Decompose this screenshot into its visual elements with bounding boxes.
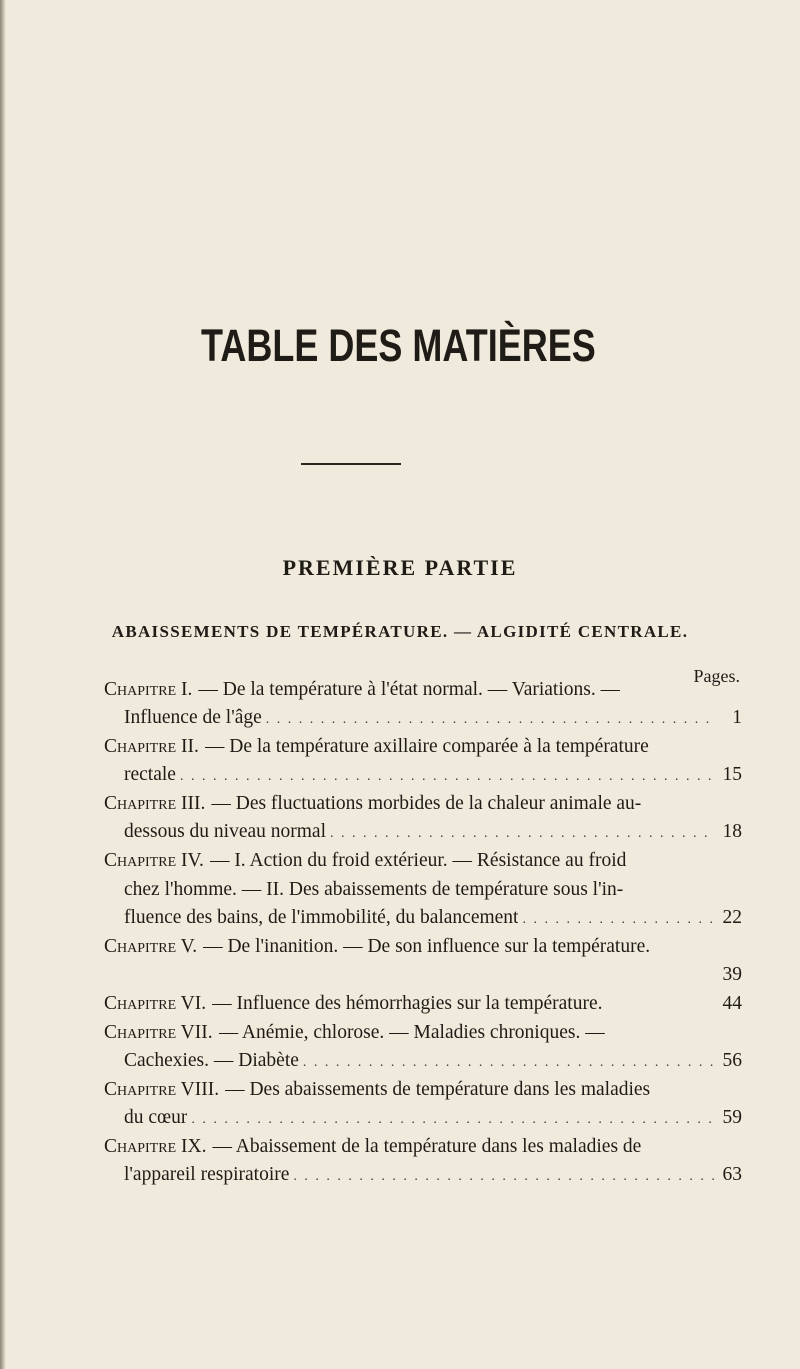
toc-entry-chapter-8-cont[interactable] bbox=[124, 1105, 742, 1133]
toc-entry-chapter-2-cont[interactable] bbox=[124, 762, 742, 790]
chapter-title-line: rectale bbox=[124, 764, 176, 785]
dot-leader bbox=[330, 819, 716, 847]
page-number: 44 bbox=[722, 993, 742, 1014]
toc-entry-chapter-8[interactable] bbox=[104, 1077, 742, 1103]
chapter-label: Chapitre VII. bbox=[104, 1022, 213, 1043]
chapter-label: Chapitre IV. bbox=[104, 850, 204, 871]
chapter-label: Chapitre II. bbox=[104, 736, 199, 757]
dot-leader bbox=[191, 1105, 716, 1133]
dot-leader bbox=[293, 1162, 716, 1190]
chapter-label: Chapitre VIII. bbox=[104, 1079, 220, 1100]
dot-leader bbox=[266, 705, 716, 733]
chapter-title-line: Influence de l'âge bbox=[124, 707, 262, 728]
toc-entry-chapter-6[interactable] bbox=[104, 991, 742, 1019]
toc-entry-chapter-4[interactable] bbox=[104, 848, 742, 874]
chapter-label: Chapitre III. bbox=[104, 793, 206, 814]
dot-leader bbox=[303, 1048, 716, 1076]
chapter-title-line: l'appareil respiratoire bbox=[124, 1164, 290, 1185]
toc-entry-chapter-1[interactable] bbox=[104, 677, 742, 703]
chapter-label: Chapitre VI. bbox=[104, 993, 207, 1014]
chapter-title-line: — Influence des hémorrhagies sur la température. bbox=[212, 993, 603, 1014]
toc-entry-chapter-3-cont[interactable] bbox=[124, 819, 742, 847]
chapter-title-line: du cœur bbox=[124, 1107, 188, 1128]
toc-entry-chapter-4-cont-2[interactable] bbox=[124, 905, 742, 933]
toc-entry-chapter-2[interactable] bbox=[104, 734, 742, 760]
page-number: 63 bbox=[722, 1164, 742, 1185]
chapter-title-line: — Abaissement de la température dans les maladies de bbox=[212, 1136, 642, 1157]
chapter-title-line: — De l'inanition. — De son influence sur la température. bbox=[203, 936, 651, 957]
toc-entry-chapter-4-cont[interactable] bbox=[124, 877, 742, 903]
pages-column-label: Pages. bbox=[693, 666, 740, 686]
chapter-title-line: — Des abaissements de température dans les maladies bbox=[225, 1079, 651, 1100]
toc-entry-chapter-9[interactable] bbox=[104, 1134, 742, 1160]
dot-leader bbox=[522, 905, 716, 933]
page-number: 56 bbox=[722, 1050, 742, 1071]
chapter-title-line: — Anémie, chlorose. — Maladies chroniques. — bbox=[218, 1022, 605, 1043]
toc-entry-chapter-3[interactable] bbox=[104, 791, 742, 817]
chapter-label: Chapitre V. bbox=[104, 936, 198, 957]
toc-entry-chapter-9-cont[interactable] bbox=[124, 1162, 742, 1190]
page-number: 1 bbox=[732, 707, 742, 728]
toc-entry-chapter-7[interactable] bbox=[104, 1020, 742, 1046]
chapter-title-line: — I. Action du froid extérieur. — Résistance au froid bbox=[209, 850, 627, 871]
chapter-label: Chapitre IX. bbox=[104, 1136, 207, 1157]
toc-entry-chapter-5-page[interactable] bbox=[104, 962, 742, 988]
page-number: 39 bbox=[722, 964, 742, 985]
part-subtitle: ABAISSEMENTS DE TEMPÉRATURE. — ALGIDITÉ CENTRALE. bbox=[111, 622, 689, 641]
page-title: TABLE DES MATIÈRES bbox=[201, 320, 596, 371]
chapter-title-line: — De la température axillaire comparée à la température bbox=[204, 736, 649, 757]
chapter-title-line: chez l'homme. — II. Des abaissements de température sous l'in- bbox=[124, 879, 624, 900]
toc-entry-chapter-1-cont[interactable] bbox=[124, 705, 742, 733]
chapter-title-line: fluence des bains, de l'immobilité, du balancement bbox=[124, 907, 519, 928]
page-number: 22 bbox=[722, 907, 742, 928]
chapter-title-line: dessous du niveau normal bbox=[124, 821, 327, 842]
toc-entry-chapter-7-cont[interactable] bbox=[124, 1048, 742, 1076]
dot-leader bbox=[180, 762, 716, 790]
page-number: 18 bbox=[722, 821, 742, 842]
chapter-title-line: Cachexies. — Diabète bbox=[124, 1050, 299, 1071]
page-number: 59 bbox=[722, 1107, 742, 1128]
chapter-title-line: — De la température à l'état normal. — Variations. — bbox=[198, 679, 621, 700]
chapter-label: Chapitre I. bbox=[104, 679, 193, 700]
part-title: PREMIÈRE PARTIE bbox=[282, 555, 518, 580]
page-number: 15 bbox=[722, 764, 742, 785]
chapter-title-line: — Des fluctuations morbides de la chaleur animale au- bbox=[211, 793, 642, 814]
toc-entry-chapter-5[interactable] bbox=[104, 934, 742, 960]
